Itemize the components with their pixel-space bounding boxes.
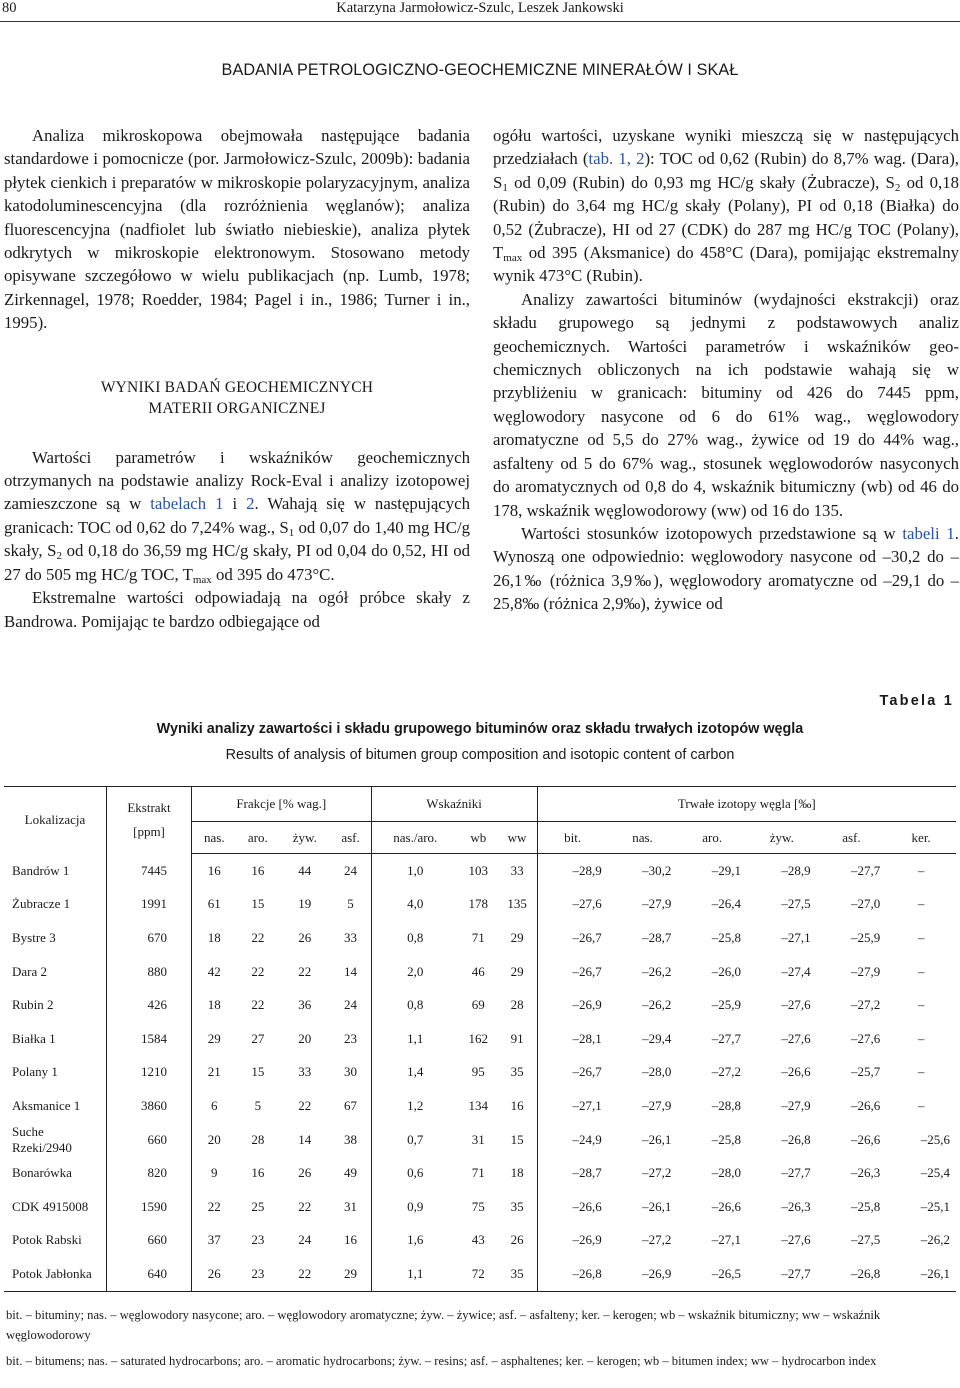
header-izotopy: Trwałe izotopy węgla [‰]	[537, 787, 956, 822]
table-cell: 44	[298, 862, 312, 878]
table-cell: 660	[107, 1224, 192, 1258]
table-cell: –27,4	[781, 963, 811, 979]
subheader-nas-aro: nas./aro.	[371, 822, 459, 854]
table-cell: –26,1	[642, 1131, 672, 1147]
table-cell: –	[917, 1030, 925, 1046]
table-row	[4, 854, 956, 888]
table-row	[4, 1089, 956, 1123]
table-cell: –27,6	[781, 1232, 811, 1248]
table-cell: 20	[298, 1030, 312, 1046]
table-row	[4, 955, 956, 989]
table-cell: 69	[471, 997, 485, 1013]
table-cell: 6	[211, 1097, 218, 1113]
cell-location: Suche Rzeki/2940	[4, 1123, 107, 1157]
table-row	[4, 921, 956, 955]
table-cell: –27,1	[711, 1232, 741, 1248]
table-cell: –26,1	[642, 1198, 672, 1214]
table-cell: –28,0	[642, 1064, 672, 1080]
cell-location: Żubracze 1	[4, 888, 107, 922]
table-cell: 22	[298, 1198, 312, 1214]
table-cell: –27,7	[851, 862, 881, 878]
table-cell: –26,1	[886, 1257, 956, 1291]
paragraph-extremes: Ekstremalne wartości odpowiadają na ogół próbce skały z Bandrowa. Pomijając te bardzo odbiegające od	[4, 588, 470, 631]
table-cell: 49	[331, 1156, 372, 1190]
table-cell: –26,6	[781, 1064, 811, 1080]
table-cell: 660	[107, 1123, 192, 1157]
table-cell: –27,7	[711, 1030, 741, 1046]
table-cell: 61	[207, 896, 221, 912]
right-column	[493, 124, 959, 616]
text-run: od 395 do 473°C.	[211, 564, 335, 584]
table-cell: 24	[298, 1232, 312, 1248]
running-header	[0, 0, 960, 22]
subscript-max: max	[192, 573, 212, 586]
table-cell: 26	[498, 1224, 538, 1258]
running-header-authors: Katarzyna Jarmołowicz-Szulc, Leszek Jankowski	[336, 0, 624, 16]
subheader-wb: wb	[459, 822, 498, 854]
table-subtitle: Results of analysis of bitumen group composition and isotopic content of carbon	[225, 747, 735, 763]
table-row	[4, 888, 956, 922]
table-cell: –26,2	[642, 963, 672, 979]
table-cell: –28,9	[572, 862, 602, 878]
table-cell: –27,9	[781, 1097, 811, 1113]
subheader-nas: nas.	[192, 822, 237, 854]
text-run: ogółu wartości, uzyskane wyniki mieszczą się w następujących przedziałach (	[493, 126, 959, 169]
table-cell: 1991	[107, 888, 192, 922]
cell-location: CDK 4915008	[4, 1190, 107, 1224]
table-cell: 22	[207, 1198, 221, 1214]
table-cell: 33	[498, 854, 538, 888]
table-cell: –25,4	[920, 1165, 950, 1181]
table-cell: –26,8	[817, 1257, 887, 1291]
table-cell: –28,0	[711, 1165, 741, 1181]
subscript-1: 1	[288, 526, 295, 539]
table-cell: –28,7	[642, 929, 672, 945]
paragraph-methods: Analiza mikroskopowa obejmowała następujące badania standardowe i pomocnicze (por. Jarmołowicz-Szulc, 2009b): badania płytek cienkich i preparatów w mikroskopie polaryzacyjnym, analiza katodoluminescencyjna (dla rozróżnienia węglanów); analiza fluorescencyjna (nadfiolet lub światło niebieskie), analiza płytek odkrytych w mikroskopie elektronowym. Stosowano metody opisywane szczegółowo w wielu publikacjach (np. Lumb, 1978; Zirkennagel, 1978; Roedder, 1984; Pagel i in., 1986; Turner i in., 1995).	[4, 126, 470, 333]
header-wskazniki: Wskaźniki	[371, 787, 537, 822]
text-run: Wartości parametrów i wskaźników geochemicznych otrzymanych na podstawie analizy Rock-Eval i analizy izotopowej zamieszczone są w	[4, 447, 470, 514]
table-cell: –27,0	[851, 896, 881, 912]
table-cell: –28,1	[572, 1030, 602, 1046]
table-cell: 42	[207, 963, 221, 979]
table-cell: 16	[251, 862, 265, 878]
text-run: od 395 (Aksmanice) do 458°C (Dara), pomijając ekstremalny wynik 473°C (Rubin).	[493, 243, 959, 286]
table-cell: 178	[468, 896, 489, 912]
table-cell: 16	[251, 1165, 265, 1181]
table-cell: 26	[192, 1257, 237, 1291]
table-cell: 16	[331, 1224, 372, 1258]
table-cell: 22	[251, 997, 265, 1013]
table-cell: 46	[471, 963, 485, 979]
table-cell: 1210	[107, 1056, 192, 1090]
table-cell: 36	[298, 997, 312, 1013]
table-cell: 1,1	[407, 1030, 424, 1046]
table-cell: 0,6	[407, 1165, 424, 1181]
section-title: BADANIA PETROLOGICZNO-GEOCHEMICZNE MINERAŁÓW I SKAŁ	[221, 61, 739, 79]
table-cell: 1,0	[407, 862, 424, 878]
table-cell: –27,2	[642, 1165, 672, 1181]
table-cell: 28	[498, 988, 538, 1022]
cell-location: Bonarówka	[4, 1156, 107, 1190]
paragraph-results	[4, 446, 470, 586]
table-cell: 820	[107, 1156, 192, 1190]
table-cell: 1590	[107, 1190, 192, 1224]
header-ekstrakt-line2: [ppm]	[133, 824, 165, 840]
cell-location: Aksmanice 1	[4, 1089, 107, 1123]
table-cell: 43	[471, 1232, 485, 1248]
link-tabelach-1[interactable]: tabelach 1	[150, 494, 224, 514]
table-cell: –27,1	[572, 1097, 602, 1113]
results-table	[4, 786, 956, 1292]
subheader-zyw: żyw.	[279, 822, 330, 854]
table-cell: 22	[279, 1257, 330, 1291]
table-cell: –26,8	[781, 1131, 811, 1147]
table-cell: 14	[331, 955, 372, 989]
table-cell: –27,9	[642, 1097, 672, 1113]
paragraph-ranges	[493, 124, 959, 288]
table-cell: –26,5	[677, 1257, 747, 1291]
table-cell: 14	[298, 1131, 312, 1147]
table-cell: –27,2	[851, 997, 881, 1013]
subsection-heading-line1: WYNIKI BADAŃ GEOCHEMICZNYCH	[100, 378, 374, 396]
table-cell: 1,1	[371, 1257, 459, 1291]
subscript-max: max	[503, 252, 523, 265]
text-run: i	[223, 494, 247, 514]
table-cell: 26	[298, 929, 312, 945]
cell-location: Potok Jabłonka	[4, 1257, 107, 1291]
table-cell: 95	[471, 1064, 485, 1080]
table-row	[4, 1156, 956, 1190]
paragraph-isotopes	[493, 522, 959, 616]
table-label: Tabela 1	[879, 693, 954, 709]
table-cell: –27,5	[851, 1232, 881, 1248]
subscript-2: 2	[894, 181, 901, 194]
table-cell: –26,4	[711, 896, 741, 912]
table-cell: –27,2	[642, 1232, 672, 1248]
table-cell: –26,6	[851, 1097, 881, 1113]
link-tabeli-1[interactable]: tabeli 1	[902, 523, 955, 543]
table-cell: 1,4	[407, 1064, 424, 1080]
table-cell: –25,9	[711, 997, 741, 1013]
table-cell: –	[917, 896, 925, 912]
table-cell: –26,2	[920, 1232, 950, 1248]
table-cell: –27,6	[781, 1030, 811, 1046]
subscript-2: 2	[56, 550, 63, 563]
table-cell: –26,9	[572, 1232, 602, 1248]
link-table-2[interactable]: 2	[246, 494, 255, 514]
table-cell: 4,0	[407, 896, 424, 912]
table-cell: 0,9	[407, 1198, 424, 1214]
cell-location: Bystre 3	[4, 921, 107, 955]
table-row	[4, 1123, 956, 1157]
left-column	[4, 124, 470, 633]
table-cell: 880	[107, 955, 192, 989]
table-cell: 135	[498, 888, 538, 922]
table-cell: –26,6	[711, 1198, 741, 1214]
table-cell: 38	[331, 1123, 372, 1157]
table-cell: 31	[471, 1131, 485, 1147]
cell-location: Polany 1	[4, 1056, 107, 1090]
table-cell: 426	[107, 988, 192, 1022]
table-cell: –30,2	[642, 862, 672, 878]
table-cell: 23	[331, 1022, 372, 1056]
table-cell: 15	[498, 1123, 538, 1157]
table-cell: –	[917, 862, 925, 878]
subheader-iso-aro: aro.	[677, 822, 747, 854]
table-cell: –27,7	[781, 1165, 811, 1181]
cell-location: Białka 1	[4, 1022, 107, 1056]
table-cell: 103	[468, 862, 489, 878]
cell-location: Rubin 2	[4, 988, 107, 1022]
table-cell: 18	[207, 929, 221, 945]
table-cell: –25,9	[851, 929, 881, 945]
table-cell: 28	[251, 1131, 265, 1147]
cell-location: Bandrów 1	[4, 854, 107, 888]
subheader-aro: aro.	[237, 822, 279, 854]
subheader-iso-nas: nas.	[608, 822, 678, 854]
table-cell: 15	[251, 896, 265, 912]
table-cell: 0,8	[407, 929, 424, 945]
table-cell: 22	[298, 963, 312, 979]
table-cell: –27,6	[781, 997, 811, 1013]
table-cell: 24	[331, 988, 372, 1022]
table-cell: –26,9	[608, 1257, 678, 1291]
table-cell: –26,0	[711, 963, 741, 979]
table-cell: 0,7	[407, 1131, 424, 1147]
table-row	[4, 988, 956, 1022]
text-run: od 0,09 (Rubin) do 0,93 mg HC/g skały (Żubracze), S	[507, 172, 895, 192]
table-cell: 22	[251, 963, 265, 979]
table-cell: –26,7	[572, 929, 602, 945]
subheader-ww: ww	[498, 822, 538, 854]
table-cell: –27,6	[851, 1030, 881, 1046]
table-cell: 22	[298, 1097, 312, 1113]
table-cell: 29	[498, 921, 538, 955]
table-cell: 134	[468, 1097, 489, 1113]
table-cell: –26,9	[572, 997, 602, 1013]
table-cell: 21	[207, 1064, 221, 1080]
table-cell: 16	[207, 862, 221, 878]
table-cell: –	[917, 1064, 925, 1080]
table-cell: –24,9	[572, 1131, 602, 1147]
table-cell: –29,4	[642, 1030, 672, 1046]
table-cell: 1,6	[407, 1232, 424, 1248]
table-cell: –27,7	[747, 1257, 817, 1291]
table-cell: 15	[251, 1064, 265, 1080]
table-cell: –28,9	[781, 862, 811, 878]
table-cell: –27,5	[781, 896, 811, 912]
table-cell: –26,3	[781, 1198, 811, 1214]
link-tab-1-2[interactable]: tab. 1, 2	[588, 149, 645, 169]
subheader-bit: bit.	[537, 822, 608, 854]
table-cell: –27,9	[851, 963, 881, 979]
table-cell: –26,7	[572, 1064, 602, 1080]
text-run: . Wahają się w następujących granicach: TOC od 0,62 do 7,24% wag., S	[4, 494, 470, 537]
table-cell: 1584	[107, 1022, 192, 1056]
table-cell: –27,6	[572, 896, 602, 912]
table-cell: 18	[498, 1156, 538, 1190]
table-cell: –25,6	[920, 1131, 950, 1147]
subheader-iso-asf: asf.	[817, 822, 887, 854]
table-cell: 35	[498, 1190, 538, 1224]
table-cell: –26,2	[642, 997, 672, 1013]
table-cell: 23	[251, 1232, 265, 1248]
table-cell: 22	[251, 929, 265, 945]
text-run: od 0,07 do 1,40 mg HC/g skały, S	[4, 517, 470, 561]
table-cell: 35	[498, 1056, 538, 1090]
table-cell: 29	[498, 955, 538, 989]
table-cell: 25	[251, 1198, 265, 1214]
table-cell: 29	[207, 1030, 221, 1046]
table-cell: 7445	[107, 854, 192, 888]
page-number: 80	[2, 0, 17, 16]
text-run: ): TOC od 0,62 (Rubin) do 8,7% wag. (Dara), S	[493, 149, 959, 192]
table-cell: –25,8	[851, 1198, 881, 1214]
footnote-polish: bit. – bituminy; nas. – węglowodory nasycone; aro. – węglowodory aromatyczne; żyw. – żywice; asf. – asfalteny; ker. – kerogen; wb – wskaźnik bitumiczny; ww – wskaźnik węglowodorowy	[6, 1308, 881, 1342]
table-cell: 67	[331, 1089, 372, 1123]
table-cell: 91	[498, 1022, 538, 1056]
table-cell: –25,8	[711, 1131, 741, 1147]
table-row	[4, 1022, 956, 1056]
table-cell: 33	[298, 1064, 312, 1080]
cell-location: Potok Rabski	[4, 1224, 107, 1258]
subsection-heading-line2: MATERII ORGANICZNEJ	[148, 399, 326, 417]
subheader-asf: asf.	[331, 822, 372, 854]
footnote-english: bit. – bitumens; nas. – saturated hydrocarbons; aro. – aromatic hydrocarbons; żyw. – resins; asf. – asphaltenes; ker. – kerogen; wb – bitumen index; ww – hydrocarbon index	[6, 1354, 877, 1368]
table-cell: 71	[471, 929, 485, 945]
table-title: Wyniki analizy zawartości i składu grupowego bituminów oraz składu trwałych izotopów węgla	[156, 721, 804, 737]
table-row	[4, 1224, 956, 1258]
paragraph-bitumens: Analizy zawartości bituminów (wydajności ekstrakcji) oraz składu grupowego są jednymi z podstawowych analiz geochemicznych. Wartości parametrów i wskaźników geochemicznych obliczonych na ich podstawie wahają się w przybliżeniu w granicach: bituminy od 426 do 7445 ppm, węglowodory nasycone od 6 do 61% wag., węglowodory aromatyczne od 5,5 do 27% wag., żywice od 19 do 44% wag., asfalteny od 5 do 67% wag., stosunek węglowodorów nasyconych do aromatycznych od 0,8 do 4, wskaźnik bitumiczny (wb) od 46 do 178, wskaźnik węglowodorowy (ww) od 16 do 135.	[493, 289, 959, 520]
table-cell: –26,6	[851, 1131, 881, 1147]
table-row	[4, 1190, 956, 1224]
table-cell: 27	[251, 1030, 265, 1046]
table-cell: –27,1	[781, 929, 811, 945]
table-cell: 670	[107, 921, 192, 955]
cell-location: Dara 2	[4, 955, 107, 989]
table-cell: 35	[498, 1257, 538, 1291]
table-cell: 29	[331, 1257, 372, 1291]
subsection-heading	[4, 377, 470, 419]
table-cell: –26,8	[537, 1257, 608, 1291]
table-cell: 3860	[107, 1089, 192, 1123]
table-cell: 9	[211, 1165, 218, 1181]
table-cell: 5	[331, 888, 372, 922]
text-run: Wartości stosunków izotopowych przedstawione są w	[521, 523, 903, 543]
table-cell: –	[917, 997, 925, 1013]
table-cell: –28,8	[711, 1097, 741, 1113]
table-cell: –25,1	[920, 1198, 950, 1214]
table-cell: 19	[298, 896, 312, 912]
header-rule	[0, 21, 960, 22]
text-run: od 0,18 (Rubin) do 3,64 mg HC/g skały (Polany), PI od 0,18 (Białka) do 0,52 (Żubracze), HI od 27 (CDK) do 287 mg HC/g TOC (Polany), T	[493, 172, 959, 263]
header-ekstrakt	[107, 787, 192, 854]
table-cell: 5	[254, 1097, 262, 1113]
table-cell: –26,7	[572, 963, 602, 979]
table-cell: –29,1	[711, 862, 741, 878]
table-cell: 640	[107, 1257, 192, 1291]
table-cell: 1,2	[407, 1097, 424, 1113]
table-cell: 24	[331, 854, 372, 888]
table-row	[4, 1056, 956, 1090]
table-cell: –25,7	[851, 1064, 881, 1080]
table-cell: 31	[331, 1190, 372, 1224]
table-cell: 18	[207, 997, 221, 1013]
table-cell: 71	[471, 1165, 485, 1181]
table-cell: 30	[331, 1056, 372, 1090]
subscript-1: 1	[502, 181, 508, 194]
table-cell: 72	[459, 1257, 498, 1291]
table-cell: –26,3	[851, 1165, 881, 1181]
text-run: od 0,18 do 36,59 mg HC/g skały, PI od 0,04 do 0,52, HI od 27 do 505 mg HC/g TOC, T	[4, 541, 470, 584]
table-cell: 23	[237, 1257, 279, 1291]
table-cell: 33	[331, 921, 372, 955]
table-body	[4, 854, 956, 1292]
table-cell: 0,8	[407, 997, 424, 1013]
table-cell: 2,0	[407, 963, 424, 979]
table-cell: –26,6	[572, 1198, 602, 1214]
text-run: . Wynoszą one odpowiednio: węglowodory nasycone od –30,2 do –26,1‰ (różnica 3,9‰), węglowodory aromatyczne od –29,1 do –25,8‰ (różnica 2,9‰), żywice od	[493, 523, 959, 614]
table-cell: –28,7	[572, 1165, 602, 1181]
table-cell: 75	[471, 1198, 485, 1214]
table-cell: –27,9	[642, 896, 672, 912]
table-cell: 16	[498, 1089, 538, 1123]
table-cell: 162	[468, 1030, 489, 1046]
table-cell: –	[917, 929, 925, 945]
table-cell: –	[917, 1097, 925, 1113]
header-lokalizacja: Lokalizacja	[4, 787, 107, 854]
subheader-iso-zyw: żyw.	[747, 822, 817, 854]
table-cell: –	[917, 963, 925, 979]
table-cell: 37	[207, 1232, 221, 1248]
table-row	[4, 1257, 956, 1291]
table-cell: –25,8	[711, 929, 741, 945]
subheader-ker: ker.	[886, 822, 956, 854]
table-cell: –27,2	[711, 1064, 741, 1080]
table-cell: 20	[207, 1131, 221, 1147]
table-cell: 26	[298, 1165, 312, 1181]
header-frakcje: Frakcje [% wag.]	[192, 787, 372, 822]
header-ekstrakt-line1: Ekstrakt	[127, 800, 171, 816]
